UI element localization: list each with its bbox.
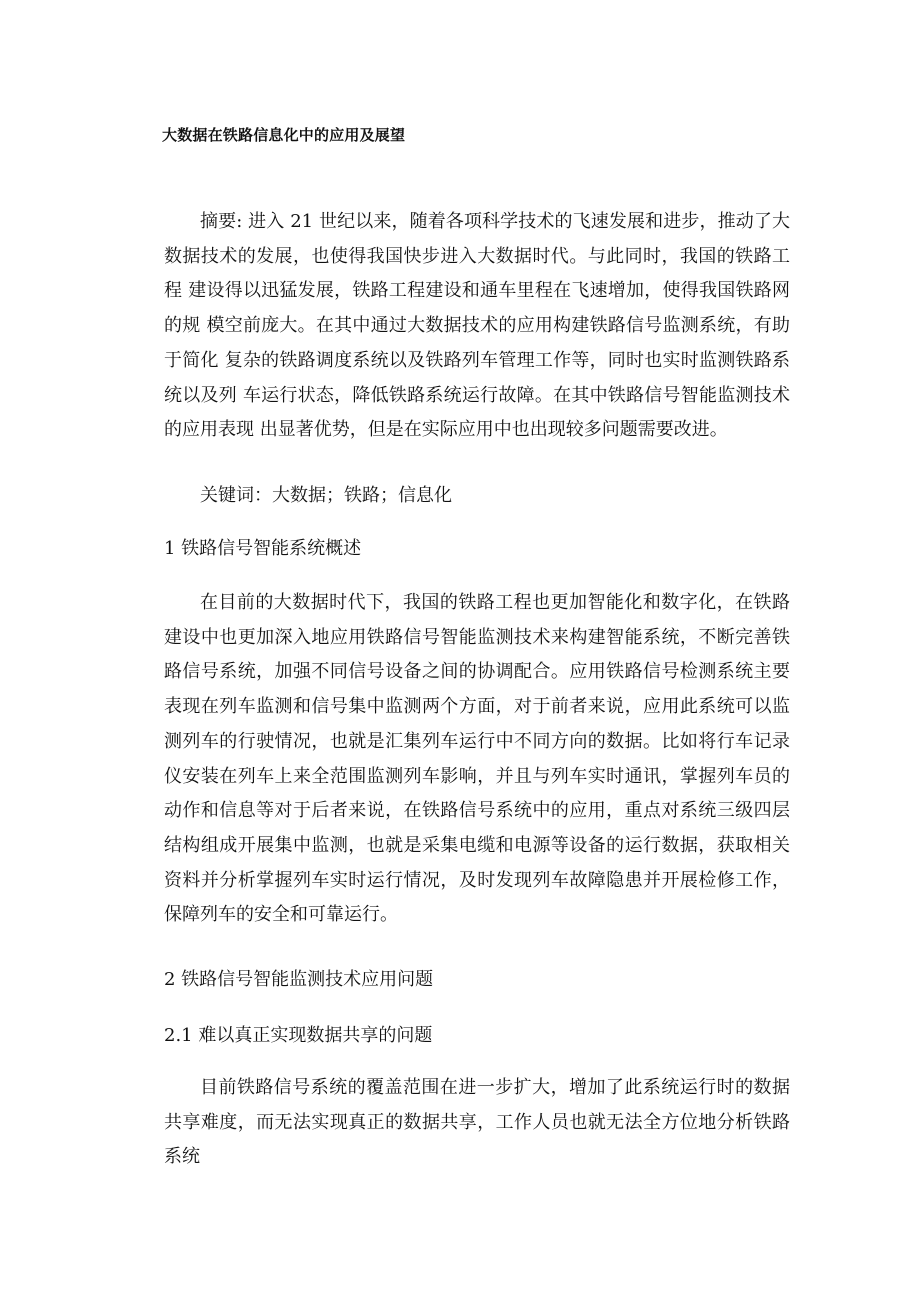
section-1-heading: 1 铁路信号智能系统概述 bbox=[164, 538, 362, 559]
section-2-1-paragraph: 目前铁路信号系统的覆盖范围在进一步扩大，增加了此系统运行时的数据共享难度，而无法实现真正的数据共享，工作人员也就无法全方位地分析铁路系统 bbox=[164, 1077, 790, 1168]
section-2-heading: 2 铁路信号智能监测技术应用问题 bbox=[164, 969, 434, 990]
document-title: 大数据在铁路信息化中的应用及展望 bbox=[162, 126, 406, 144]
abstract-paragraph: 摘要: 进入 21 世纪以来，随着各项科学技术的飞速发展和进步，推动了大 数据技术的发展，也使得我国快步进入大数据时代。与此同时，我国的铁路工程 建设得以迅猛发展，铁路工程建设和通车里程在飞速增加，使得我国铁路网的规 模空前庞大。在其中通过大数据技术的应用构建铁路信号监测系统，有助于简化 复杂的铁路调度系统以及铁路列车管理工作等，同时也实时监测铁路系统以及列 车运行状态，降低铁路系统运行故障。在其中铁路信号智能监测技术的应用表现 出显著优势，但是在实际应用中也出现较多问题需要改进。 bbox=[164, 211, 790, 441]
section-2-1-heading: 2.1 难以真正实现数据共享的问题 bbox=[164, 1025, 433, 1046]
keywords-line: 关键词：大数据；铁路；信息化 bbox=[200, 485, 452, 506]
section-1-paragraph: 在目前的大数据时代下，我国的铁路工程也更加智能化和数字化，在铁路建设中也更加深入地应用铁路信号智能监测技术来构建智能系统，不断完善铁路信号系统，加强不同信号设备之间的协调配合。应用铁路信号检测系统主要表现在列车监测和信号集中监测两个方面，对于前者来说，应用此系统可以监测列车的行驶情况，也就是汇集列车运行中不同方向的数据。比如将行车记录仪安装在列车上来全范围监测列车影响，并且与列车实时通讯，掌握列车员的动作和信息等对于后者来说，在铁路信号系统中的应用，重点对系统三级四层结构组成开展集中监测，也就是采集电缆和电源等设备的运行数据，获取相关资料并分析掌握列车实时运行情况，及时发现列车故障隐患并开展检修工作，保障列车的安全和可靠运行。 bbox=[164, 592, 790, 926]
